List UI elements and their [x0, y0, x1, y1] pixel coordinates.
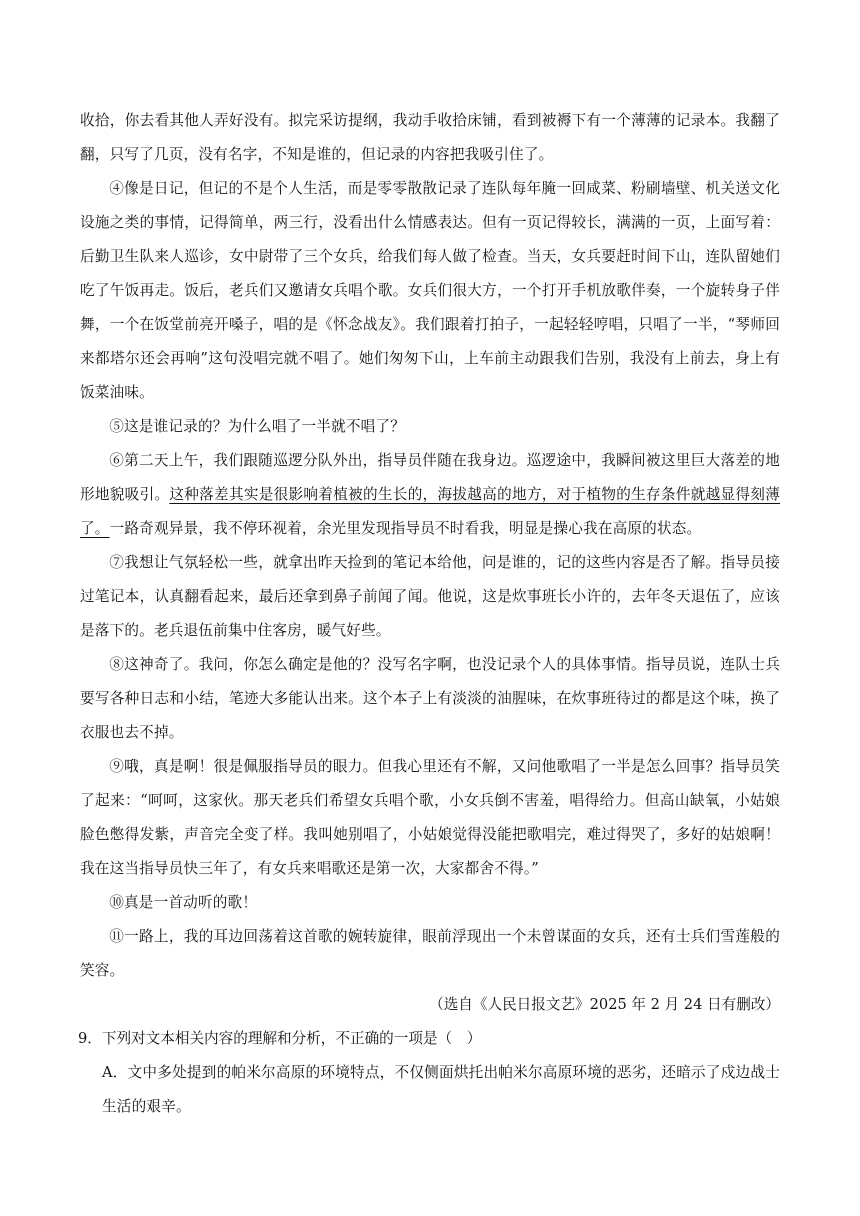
paragraph-7: ⑦我想让气氛轻松一些，就拿出昨天捡到的笔记本给他，问是谁的，记的这些内容是否了解。指导员接过笔记本，认真翻看起来，最后还拿到鼻子前闻了闻。他说，这是炊事班长小许的，去年冬天退伍了，应该是落下的。老兵退伍前集中住客房，暖气好些。: [80, 554, 780, 639]
paragraph-4: ④像是日记，但记的不是个人生活，而是零零散散记录了连队每年腌一回咸菜、粉刷墙壁、机关送文化设施之类的事情，记得简单，两三行，没看出什么情感表达。但有一页记得较长，满满的一页，上面写着：后勤卫生队来人巡诊，女中尉带了三个女兵，给我们每人做了检查。当天，女兵要赶时间下山，连队留她们吃了午饭再走。饭后，老兵们又邀请女兵唱个歌。女兵们很大方，一个打开手机放歌伴奏，一个旋转身子伴舞，一个在饭堂前亮开嗓子，唱的是《怀念战友》。我们跟着打拍子，一起轻轻哼唱，只唱了一半，“琴师回来都塔尔还会再响”这句没唱完就不唱了。她们匆匆下山，上车前主动跟我们告别，我没有上前去，身上有饭菜油味。: [80, 180, 780, 401]
underlined-sentence: 这种落差其实是很影响着植被的生长的，海拔越高的地方，对于植物的生存条件就越显得刻薄了。: [80, 486, 780, 537]
paragraph-8: ⑧这神奇了。我问，你怎么确定是他的？没写名字啊，也没记录个人的具体事情。指导员说，连队士兵要写各种日志和小结，笔迹大多能认出来。这个本子上有淡淡的油腥味，在炊事班待过的都是这个味，换了衣服也去不掉。: [80, 656, 780, 741]
paragraph-continued: 收拾，你去看其他人弄好没有。拟完采访提纲，我动手收拾床铺，看到被褥下有一个薄薄的记录本。我翻了翻，只写了几页，没有名字，不知是谁的，但记录的内容把我吸引住了。: [80, 112, 780, 163]
source-citation: （选自《人民日报文艺》2025 年 2 月 24 日有删改）: [429, 996, 780, 1013]
paragraph-6-lead: ⑥第二天上午，我们跟随巡逻分队外出，指导员伴随在我身边。巡逻途中，我瞬间被这里巨大落差的地形地貌吸引。: [80, 452, 780, 503]
paragraph-6-tail: 一路奇观异景，我不停环视着，余光里发现指导员不时看我，明显是操心我在高原的状态。: [109, 520, 702, 537]
option-a: A．文中多处提到的帕米尔高原的环境特点，不仅侧面烘托出帕米尔高原环境的恶劣，还暗示了戍边战士生活的艰辛。: [102, 1064, 780, 1115]
paragraph-6: [80, 444, 780, 546]
paragraph-9: ⑨哦，真是啊！很是佩服指导员的眼力。但我心里还有不解，又问他歌唱了一半是怎么回事？指导员笑了起来：“呵呵，这家伙。那天老兵们希望女兵唱个歌，小女兵倒不害羞，唱得给力。但高山缺氧，小姑娘脸色憋得发紫，声音完全变了样。我叫她别唱了，小姑娘觉得没能把歌唱完，难过得哭了，多好的姑娘啊！我在这当指导员快三年了，有女兵来唱歌还是第一次，大家都舍不得。”: [80, 758, 780, 877]
paragraph-10: ⑩真是一首动听的歌！: [109, 894, 258, 911]
question-9-stem: 9．下列对文本相关内容的理解和分析，不正确的一项是（ ）: [78, 1030, 482, 1047]
paragraph-5: ⑤这是谁记录的？为什么唱了一半就不唱了？: [109, 418, 406, 435]
paragraph-11: ⑪一路上，我的耳边回荡着这首歌的婉转旋律，眼前浮现出一个未曾谋面的女兵，还有士兵们雪莲般的笑容。: [80, 928, 780, 979]
